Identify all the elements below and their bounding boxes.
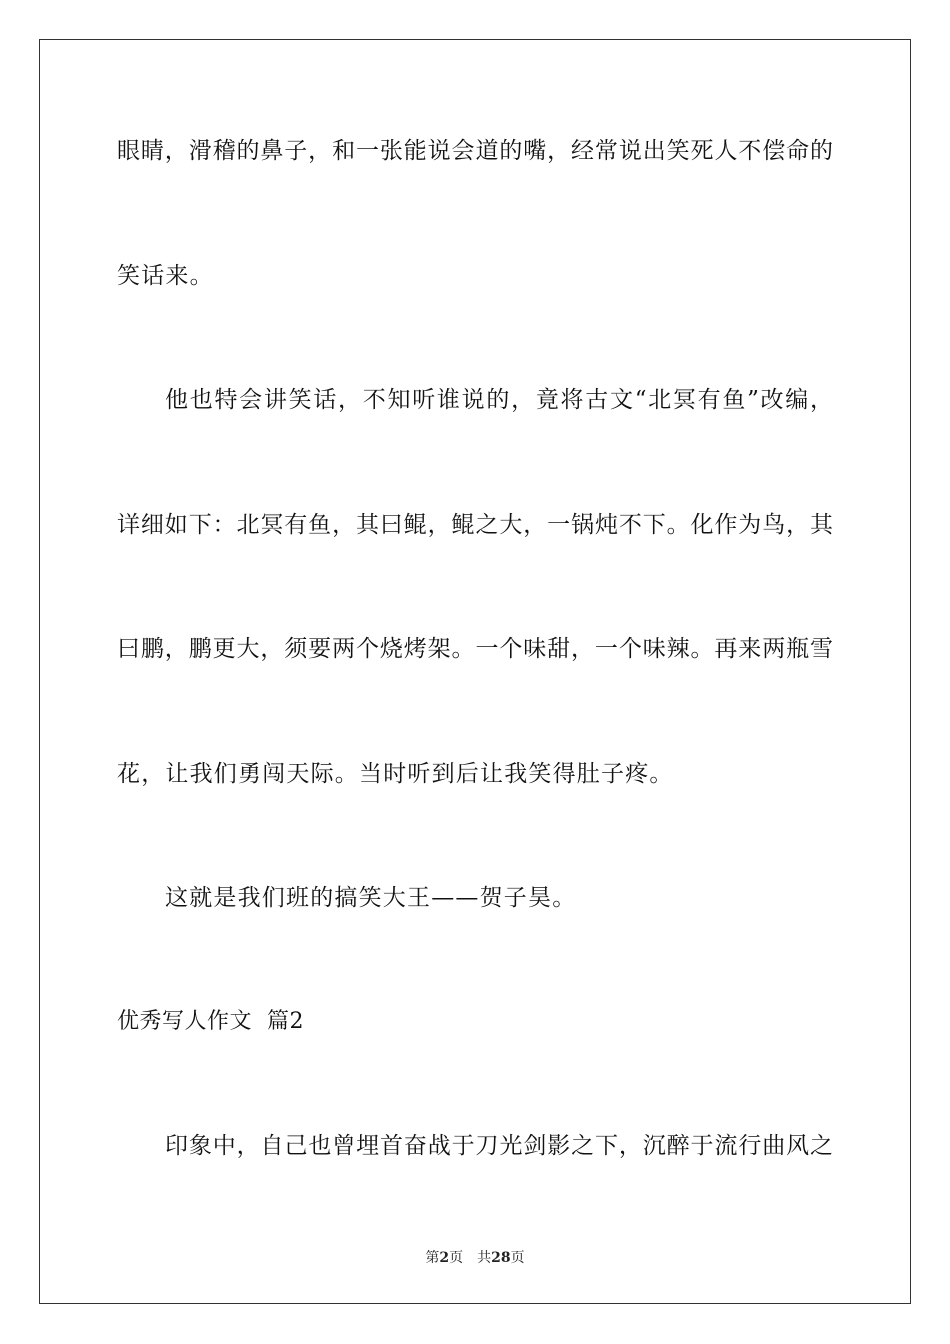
paragraph-line: 笑话来。 [117, 263, 214, 289]
footer-total-pages: 28 [491, 1250, 511, 1266]
paragraph-line: 详细如下：北冥有鱼，其曰鲲，鲲之大，一锅炖不下。化作为鸟，其 [117, 512, 833, 538]
footer-page-number: 2 [439, 1250, 450, 1266]
footer-page-prefix: 第 [425, 1250, 440, 1266]
paragraph-line: 印象中，自己也曾埋首奋战于刀光剑影之下，沉醉于流行曲风之 [165, 1133, 833, 1159]
paragraph-line: 他也特会讲笑话，不知听谁说的，竟将古文“北冥有鱼”改编， [165, 387, 833, 413]
footer-page-suffix: 页 [449, 1250, 464, 1266]
paragraph-line: 曰鹏，鹏更大，须要两个烧烤架。一个味甜，一个味辣。再来两瓶雪 [117, 636, 833, 662]
paragraph-line: 花，让我们勇闯天际。当时听到后让我笑得肚子疼。 [117, 761, 674, 787]
page-border [39, 39, 911, 1304]
section-heading: 优秀写人作文 篇2 [117, 1009, 304, 1034]
page-footer [0, 1247, 950, 1267]
footer-total-suffix: 页 [510, 1250, 525, 1266]
footer-total-prefix: 共 [477, 1250, 492, 1266]
paragraph-line: 这就是我们班的搞笑大王——贺子昊。 [165, 885, 577, 911]
paragraph-line: 眼睛，滑稽的鼻子，和一张能说会道的嘴，经常说出笑死人不偿命的 [117, 138, 833, 164]
